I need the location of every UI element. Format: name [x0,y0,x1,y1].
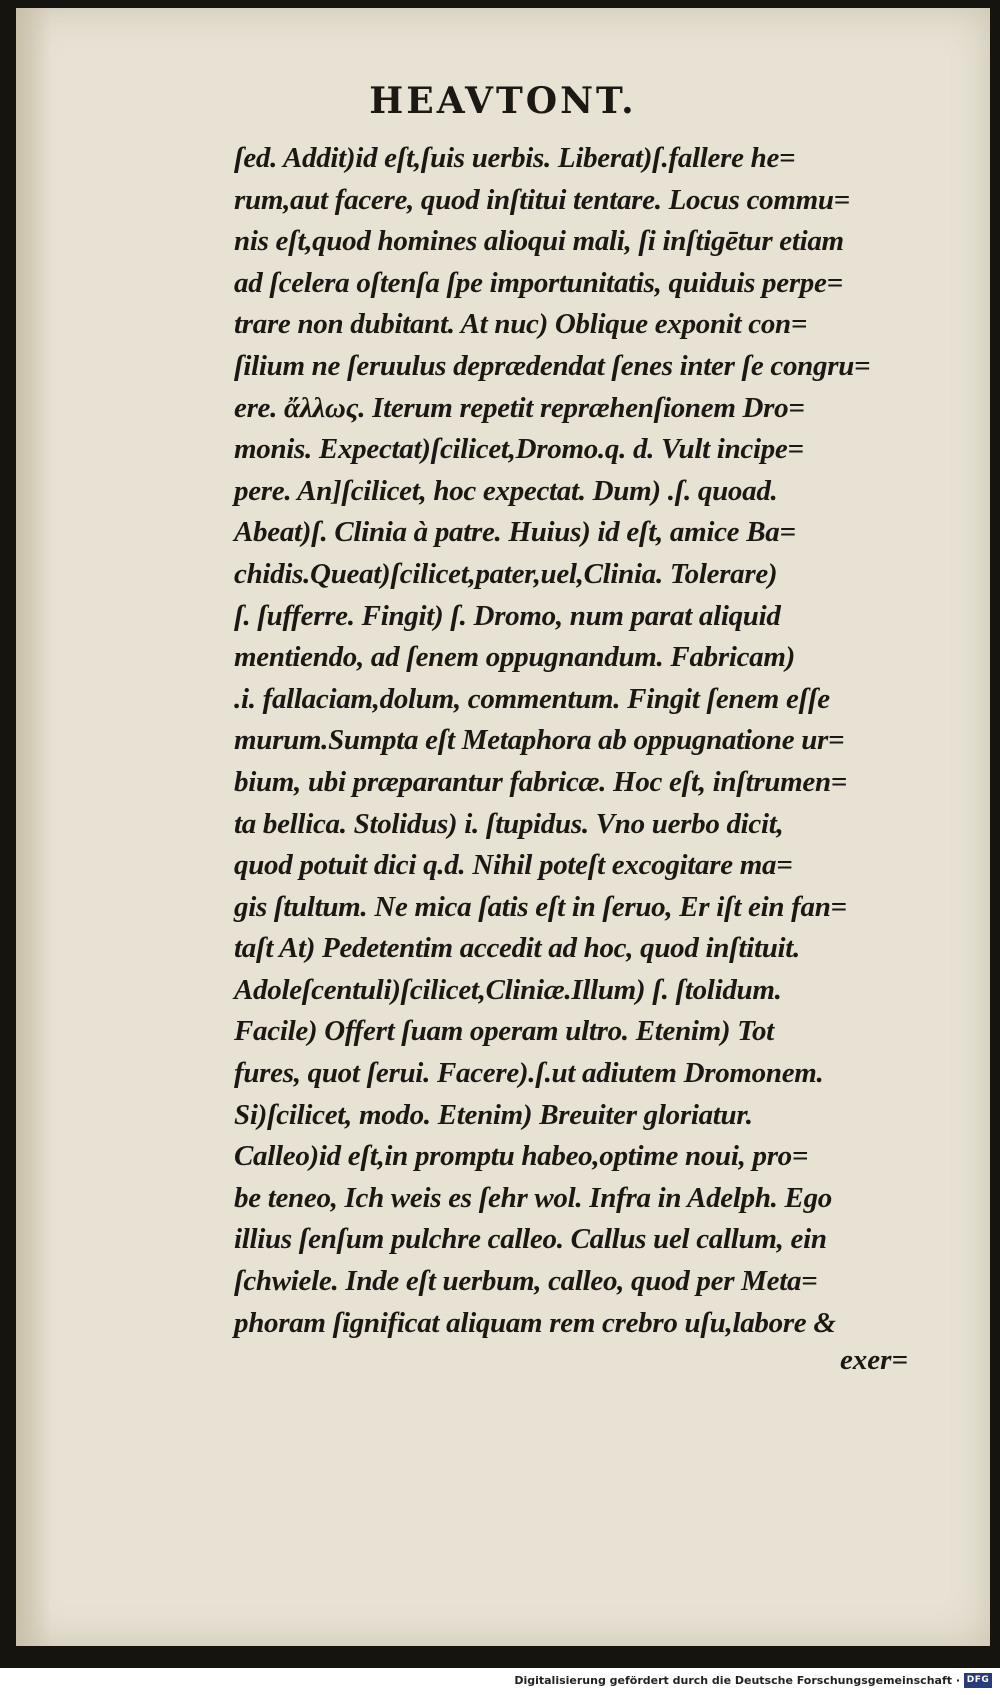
text-line: ta bellica. Stolidus) i. ſtupidus. Vno uerbo dicit, [234,807,784,840]
page-gutter-shadow [16,8,52,1646]
text-body [234,138,974,1344]
text-line: pere. An]ſcilicet, hoc expectat. Dum) .ſ. quoad. [234,474,778,507]
text-line: Adoleſcentuli)ſcilicet,Cliniæ.Illum) ſ. ſtolidum. [234,973,782,1006]
text-line: illius ſenſum pulchre calleo. Callus uel callum, ein [234,1223,827,1256]
dfg-logo: DFG [964,1673,992,1688]
book-page [16,8,990,1646]
text-line: be teneo, Ich weis es ſehr wol. Infra in Adelph. Ego [234,1181,833,1214]
text-line: ſ. ſufferre. Fingit) ſ. Dromo, num parat aliquid [234,599,781,632]
text-line: ſed. Addit)id eſt,ſuis uerbis. Liberat)ſ.fallere he= [234,142,796,174]
text-line: mentiendo, ad ſenem oppugnandum. Fabricam) [234,641,796,674]
text-line: ſilium ne ſeruulus deprædendat ſenes inter ſe congru= [234,349,871,382]
digitization-footer [0,1670,1000,1695]
text-line: bium, ubi præparantur fabricæ. Hoc eſt, inſtrumen= [234,765,848,798]
text-line: rum,aut facere, quod inſtitui tentare. Locus commu= [234,183,850,216]
text-line: .i. fallaciam,dolum, commentum. Fingit ſenem eſſe [234,682,830,715]
text-line: trare non dubitant. At nuc) Oblique exponit con= [234,308,808,341]
text-line: monis. Expectat)ſcilicet,Dromo.q. d. Vult incipe= [234,433,804,466]
text-line: nis eſt,quod homines alioqui mali, ſi inſtigētur etiam [234,225,844,258]
text-line: chidis.Queat)ſcilicet,pater,uel,Clinia. Tolerare) [234,557,778,590]
text-line: ſchwiele. Inde eſt uerbum, calleo, quod per Meta= [234,1265,818,1298]
text-line: phoram ſignificat aliquam rem crebro uſu,labore & [234,1306,836,1339]
text-line: ere. ἄλλως. Iterum repetit repræhenſionem Dro= [234,391,805,424]
text-line: ad ſcelera oſtenſa ſpe importunitatis, quiduis perpe= [234,266,843,299]
text-line: murum.Sumpta eſt Metaphora ab oppugnatione ur= [234,724,845,757]
footer-credit: Digitalisierung gefördert durch die Deutsche Forschungsgemeinschaft · [514,1674,960,1687]
text-line: Calleo)id eſt,in promptu habeo,optime noui, pro= [234,1140,809,1173]
text-line: taſt At) Pedetentim accedit ad hoc, quod inſtituit. [234,932,801,965]
catchword: exer= [839,1344,908,1376]
text-line: fures, quot ſerui. Facere).ſ.ut adiutem Dromonem. [234,1057,824,1090]
text-line: Si)ſcilicet, modo. Etenim) Breuiter gloriatur. [234,1098,753,1131]
text-line: gis ſtultum. Ne mica ſatis eſt in ſeruo, Er iſt ein fan= [234,890,847,923]
running-head: HEAVTONT. [369,80,637,122]
text-line: Facile) Offert ſuam operam ultro. Etenim) Tot [234,1015,774,1048]
text-line: quod potuit dici q.d. Nihil poteſt excogitare ma= [234,849,793,882]
text-line: Abeat)ſ. Clinia à patre. Huius) id eſt, amice Ba= [234,516,796,549]
